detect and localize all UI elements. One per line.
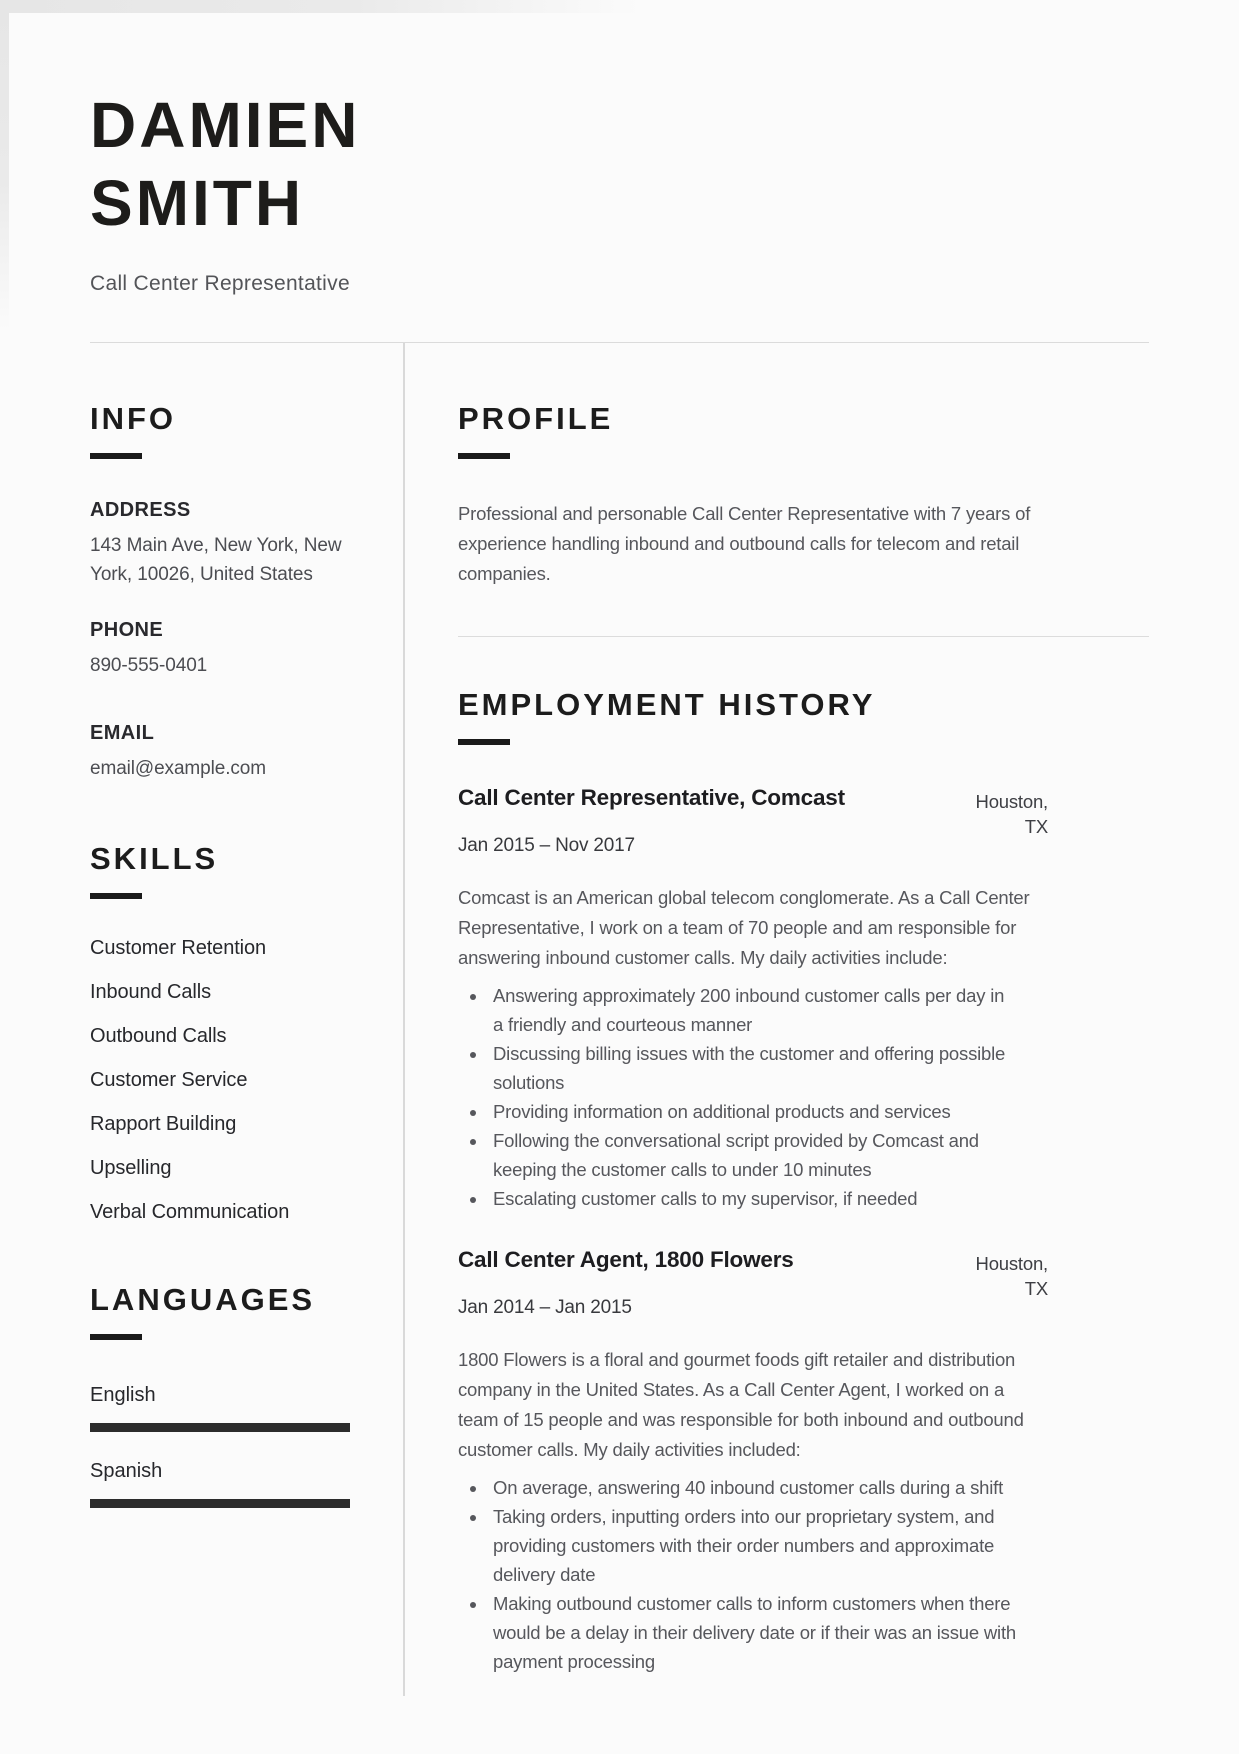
page-edge-shadow-left [0,0,9,330]
job-location: Houston, TX [975,1253,1048,1299]
sidebar [90,343,405,1696]
email-label: EMAIL [90,722,155,744]
candidate-job-title: Call Center Representative [90,272,350,295]
job-dates: Jan 2014 – Jan 2015 [458,1297,632,1318]
skills-heading-underline [90,893,142,899]
bullet-item: • Answering approximately 200 inbound customer calls per day in a friendly and courteous manner [488,981,1018,1039]
bullet-item: • Taking orders, inputting orders into our proprietary system, and providing customers with their order numbers and approximate delivery date [488,1502,1018,1589]
job-dates: Jan 2015 – Nov 2017 [458,835,635,856]
job-location: Houston, TX [975,791,1048,837]
resume-content [0,86,1239,1696]
employment-heading-underline [458,739,510,745]
candidate-first-name: DAMIEN [90,89,361,161]
job-header [458,785,1048,837]
skills-list [90,937,350,1224]
skill-item: Upselling [90,1157,172,1179]
profile-section-heading: PROFILE [458,401,614,436]
language-name: Spanish [90,1460,163,1482]
profile-text: Professional and personable Call Center Representative with 7 years of experience handling inbound and outbound calls for telecom and retail companies. [458,503,1031,584]
resume-columns [90,343,1149,1696]
bullet-item: • Providing information on additional products and services [488,1097,1018,1126]
profile-heading-underline [458,453,510,459]
job-title: Call Center Representative, Comcast [458,785,845,810]
bullet-item: • Escalating customer calls to my supervisor, if needed [488,1184,1018,1213]
job-summary: Comcast is an American global telecom conglomerate. As a Call Center Representative, I work on a team of 70 people and am responsible for answering inbound customer calls. My daily activities include: [458,887,1030,968]
skill-item: Inbound Calls [90,981,212,1003]
bullet-item: • Following the conversational script provided by Comcast and keeping the customer calls to under 10 minutes [488,1126,1018,1184]
job-entry [458,1247,1048,1676]
job-header [458,1247,1048,1299]
skill-item: Customer Service [90,1069,248,1091]
skill-item: Rapport Building [90,1113,237,1135]
skills-section-heading: SKILLS [90,841,219,876]
languages-heading-underline [90,1334,142,1340]
skill-item: Verbal Communication [90,1201,290,1223]
info-heading-underline [90,453,142,459]
section-divider [458,636,1149,637]
candidate-last-name: SMITH [90,167,305,239]
main-column [405,343,1149,1696]
job-title: Call Center Agent, 1800 Flowers [458,1247,794,1272]
skill-item: Outbound Calls [90,1025,227,1047]
bullet-item: • On average, answering 40 inbound customer calls during a shift [488,1473,1018,1502]
language-level-fill [90,1499,350,1508]
job-bullet-list [458,981,1018,1213]
language-level-fill [90,1423,350,1432]
employment-section-heading: EMPLOYMENT HISTORY [458,687,876,722]
job-summary: 1800 Flowers is a floral and gourmet foods gift retailer and distribution company in the United States. As a Call Center Agent, I worked on a team of 15 people and was responsible for both inbound and outbound customer calls. My daily activities included: [458,1349,1024,1460]
job-entry [458,785,1048,1213]
bullet-item: • Making outbound customer calls to inform customers when there would be a delay in their delivery date or if their was an issue with payment processing [488,1589,1018,1676]
email-value: email@example.com [90,758,266,779]
page-edge-shadow-top [0,0,640,13]
address-label: ADDRESS [90,499,191,521]
bullet-item: • Discussing billing issues with the customer and offering possible solutions [488,1039,1018,1097]
info-section-heading: INFO [90,401,177,436]
languages-section-heading: LANGUAGES [90,1282,316,1317]
language-level-bar [90,1499,350,1508]
job-bullet-list [458,1473,1018,1676]
skill-item: Customer Retention [90,937,267,959]
candidate-name [90,86,1149,242]
phone-value: 890-555-0401 [90,655,208,676]
phone-label: PHONE [90,619,164,641]
language-name: English [90,1384,156,1406]
language-level-bar [90,1423,350,1432]
address-value: 143 Main Ave, New York, New York, 10026, United States [90,535,342,585]
